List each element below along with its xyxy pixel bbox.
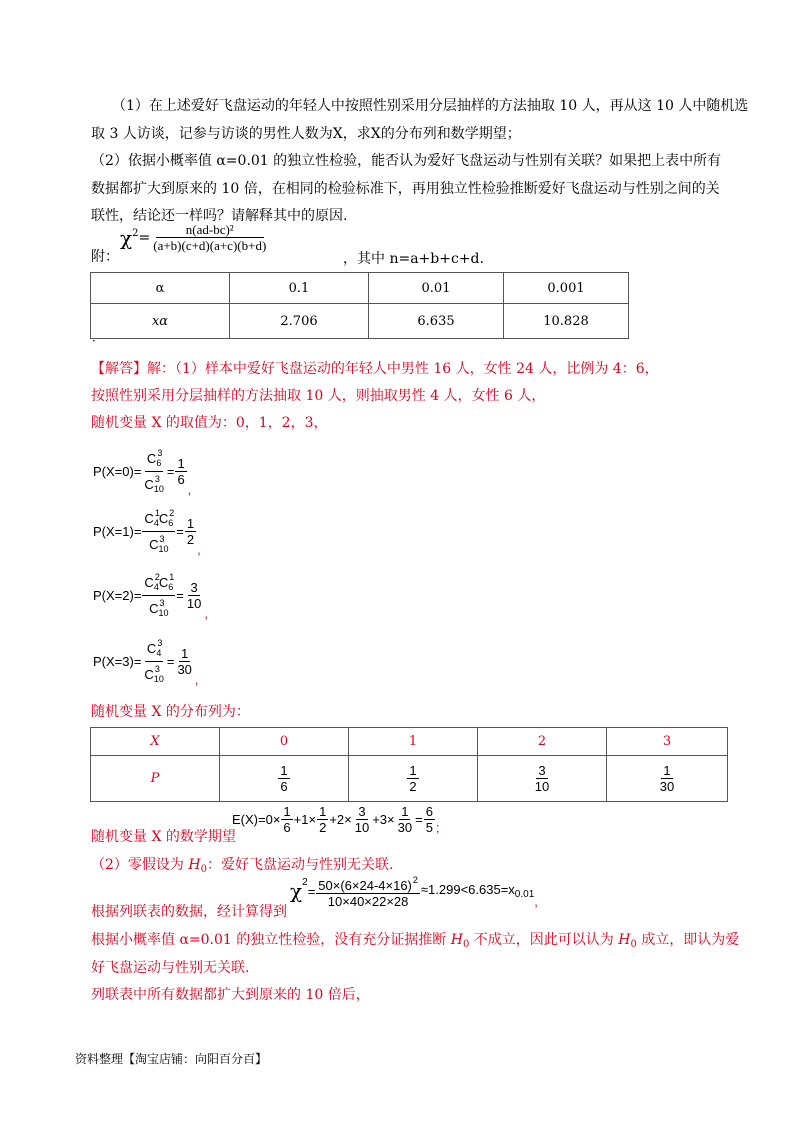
x-alpha-cell: 6.635	[369, 304, 504, 339]
question-part2-line3: 联性，结论还一样吗？请解释其中的原因.	[91, 208, 348, 224]
question-part1-line1: （1）在上述爱好飞盘运动的年轻人中按照性别采用分层抽样的方法抽取 10 人，再从这 10 人中随机选	[112, 98, 749, 114]
chi-square-formula: χ 2 = $\frac{\text{n(ad-bc)²}}{(a+b)(c+d)(a+c)(b+d)}$	[120, 222, 267, 253]
alpha-cell: 0.1	[230, 273, 369, 304]
expect-formula: E(X)=0× $\frac{1}{6}$ +1× $\frac{1}{2}$ +2× $\frac{3}{10}$ +3× $\frac{1}{30}$ = $\frac{6}{5}$ ;	[232, 804, 440, 835]
x-alpha-cell: 10.828	[504, 304, 629, 339]
dot-mark: ·	[92, 334, 96, 348]
answer-head: 【解答】解：（1）样本中爱好飞盘运动的年轻人中男性 16 人，女性 24 人，比例为 4：6，	[91, 361, 659, 377]
p0-label: P(X=0)=	[93, 464, 142, 479]
p2-label: P(X=2)=	[93, 588, 142, 603]
alpha-table	[90, 272, 629, 339]
dist-header-cell: 2	[478, 728, 607, 756]
formula-denominator: (a+b)(c+d)(a+c)(b+d)	[153, 238, 267, 253]
conclude-line2: 好飞盘运动与性别无关联.	[91, 960, 250, 976]
question-part1-line2: 取 3 人访谈，记参与访谈的男性人数为X，求X的分布列和数学期望；	[91, 126, 521, 142]
alpha-cell: 0.01	[369, 273, 504, 304]
dist-header-cell: X	[91, 728, 220, 756]
chi-formula: χ 2 = $\frac{50\times(6\times 24-4\times 16)^2}{10\times 40\times 22\times 28}$ $\approx 1.299<6.635=x_{0.01}$ ,	[290, 875, 538, 909]
footer: 资料整理【淘宝店铺：向阳百分百】	[75, 1052, 268, 1066]
distribution-table: X 0 1 2 3 P $\frac{1}{6}$ $\frac{1}{2}$ $\frac{3}{10}$ $\frac{1}{30}$	[90, 727, 728, 802]
p-x3: P(X=3)= $\frac{C^3_4}{C^3_{10}}$ = $\frac{1}{30}$ ,	[93, 638, 199, 687]
dist-header-cell: 3	[607, 728, 728, 756]
dist-title: 随机变量 X 的分布列为：	[91, 704, 250, 720]
p1-label: P(X=1)=	[93, 524, 142, 539]
question-part2-line1: （2）依据小概率值 α=0.01 的独立性检验，能否认为爱好飞盘运动与性别有关联？如果把上表中所有	[91, 153, 722, 169]
dist-header-cell: 1	[349, 728, 478, 756]
part2-head: （2）零假设为 $H_0$：爱好飞盘运动与性别无关联.	[91, 857, 394, 875]
alpha-cell: 0.001	[504, 273, 629, 304]
dist-header-cell: 0	[220, 728, 349, 756]
chi-text: 根据列联表的数据，经计算得到	[91, 904, 287, 920]
p-x2: P(X=2)= $\frac{C^2_4C^1_6}{C^3_{10}}$ = $\frac{3}{10}$ ,	[93, 572, 208, 621]
alpha-cell: α	[91, 273, 230, 304]
x-alpha-cell: 2.706	[230, 304, 369, 339]
dist-row-label: P	[91, 756, 220, 802]
formula-suffix: ，其中 n=a+b+c+d.	[343, 251, 484, 267]
p-x1: P(X=1)= $\frac{C^1_4C^2_6}{C^3_{10}}$ = $\frac{1}{2}$ ,	[93, 508, 201, 557]
p-x0: P(X=0)= $\frac{C^3_6}{C^3_{10}}$ = $\frac{1}{6}$ ,	[93, 448, 192, 497]
formula-numerator: n(ad-bc)²	[156, 222, 264, 238]
formula-prefix: 附：	[91, 249, 119, 265]
answer-line3: 随机变量 X 的取值为：0，1，2，3，	[91, 415, 328, 431]
p3-label: P(X=3)=	[93, 654, 142, 669]
answer-line2: 按照性别采用分层抽样的方法抽取 10 人，则抽取男性 4 人，女性 6 人，	[91, 388, 546, 404]
question-part2-line2: 数据都扩大到原来的 10 倍，在相同的检验标准下，再用独立性检验推断爱好飞盘运动与性别之间的关	[91, 181, 720, 197]
last-line: 列联表中所有数据都扩大到原来的 10 倍后，	[91, 987, 370, 1003]
x-alpha-cell: xα	[91, 304, 230, 339]
conclude-line1: 根据小概率值 α=0.01 的独立性检验，没有充分证据推断 $H_0$ 不成立，因此可以认为 $H_0$ 成立，即认为爱	[91, 932, 740, 950]
expect-label: 随机变量 X 的数学期望	[91, 829, 236, 845]
chi-symbol: χ	[120, 225, 133, 250]
